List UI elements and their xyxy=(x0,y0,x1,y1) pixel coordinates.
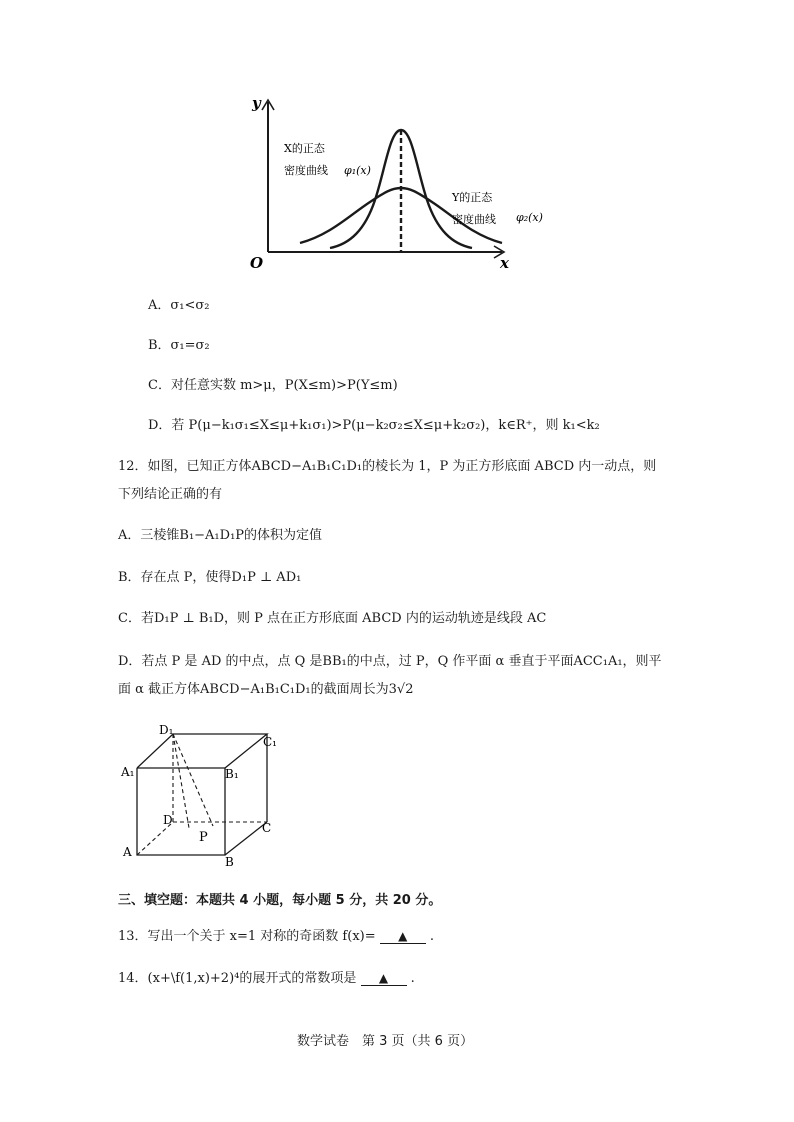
page-footer: 数学试卷 第 3 页（共 6 页） xyxy=(297,1034,474,1049)
q12-option-d-line2: 面 α 截正方体ABCD−A₁B₁C₁D₁的截面周长为3√2 xyxy=(118,682,414,697)
cube-hidden-d1p-left xyxy=(173,734,189,828)
section-heading: 三、填空题：本题共 4 小题，每小题 5 分，共 20 分。 xyxy=(118,893,442,908)
y-curve-label-line2: 密度曲线 xyxy=(452,213,496,226)
cube-front-face xyxy=(137,768,225,855)
cube-label-c: C xyxy=(262,821,272,835)
q11-option-b: B．σ₁=σ₂ xyxy=(148,338,210,353)
q13-text: 13．写出一个关于 x=1 对称的奇函数 f(x)= xyxy=(118,929,376,944)
normal-density-figure xyxy=(240,90,570,275)
axis-x-label: x xyxy=(500,254,509,272)
q14-answer-blank[interactable]: ▲ xyxy=(361,971,407,986)
q12-option-b: B．存在点 P，使得D₁P ⊥ AD₁ xyxy=(118,570,302,585)
cube-top-face xyxy=(137,734,267,768)
axis-y-label: y xyxy=(252,94,261,112)
q12-option-d: D．若点 P 是 AD 的中点，点 Q 是BB₁的中点，过 P，Q 作平面 α 垂直于平面ACC₁A₁，则平 xyxy=(118,654,662,669)
cube-label-b1: B₁ xyxy=(225,767,239,781)
q12-option-c: C．若D₁P ⊥ B₁D，则 P 点在正方形底面 ABCD 内的运动轨迹是线段 AC xyxy=(118,611,547,626)
cube-label-a1: A₁ xyxy=(121,765,135,779)
q14 xyxy=(118,970,415,988)
q14-end: . xyxy=(410,971,415,986)
q13-end: . xyxy=(429,929,435,944)
phi2-label: φ₂(x) xyxy=(516,211,543,224)
cube-label-p: P xyxy=(199,830,208,845)
x-curve-label-line2: 密度曲线 xyxy=(284,164,328,177)
q11-option-d: D．若 P(μ−k₁σ₁≤X≤μ+k₁σ₁)>P(μ−k₂σ₂≤X≤μ+k₂σ₂)，k∈R⁺，则 k₁<k₂ xyxy=(148,418,600,433)
cube-label-a: A xyxy=(123,845,132,859)
x-curve-label-line1: X的正态 xyxy=(284,142,325,155)
cube-label-d1: D₁ xyxy=(159,723,174,737)
q12-stem-line1: 12．如图，已知正方体ABCD−A₁B₁C₁D₁的棱长为 1，P 为正方形底面 ABCD 内一动点，则 xyxy=(118,459,657,474)
cube-edge-bc xyxy=(225,822,267,855)
phi1-label: φ₁(x) xyxy=(344,164,371,177)
origin-label: O xyxy=(250,254,264,272)
q11-option-c: C．对任意实数 m>μ，P(X≤m)>P(Y≤m) xyxy=(148,378,398,393)
q12-stem-line2: 下列结论正确的有 xyxy=(118,487,223,502)
y-curve-label-line1: Y的正态 xyxy=(452,191,493,204)
q13 xyxy=(118,928,434,946)
q13-answer-blank[interactable]: ▲ xyxy=(380,929,426,944)
q12-option-a: A．三棱锥B₁−A₁D₁P的体积为定值 xyxy=(118,528,323,543)
cube-hidden-d1p xyxy=(173,734,213,826)
q14-text: 14．(x+\f(1,x)+2)⁴的展开式的常数项是 xyxy=(118,971,357,986)
cube-label-c1: C₁ xyxy=(263,735,277,749)
cube-label-d: D xyxy=(163,813,173,827)
cube-label-b: B xyxy=(225,855,234,869)
q11-option-a: A．σ₁<σ₂ xyxy=(148,298,210,313)
cube-figure xyxy=(115,720,290,870)
